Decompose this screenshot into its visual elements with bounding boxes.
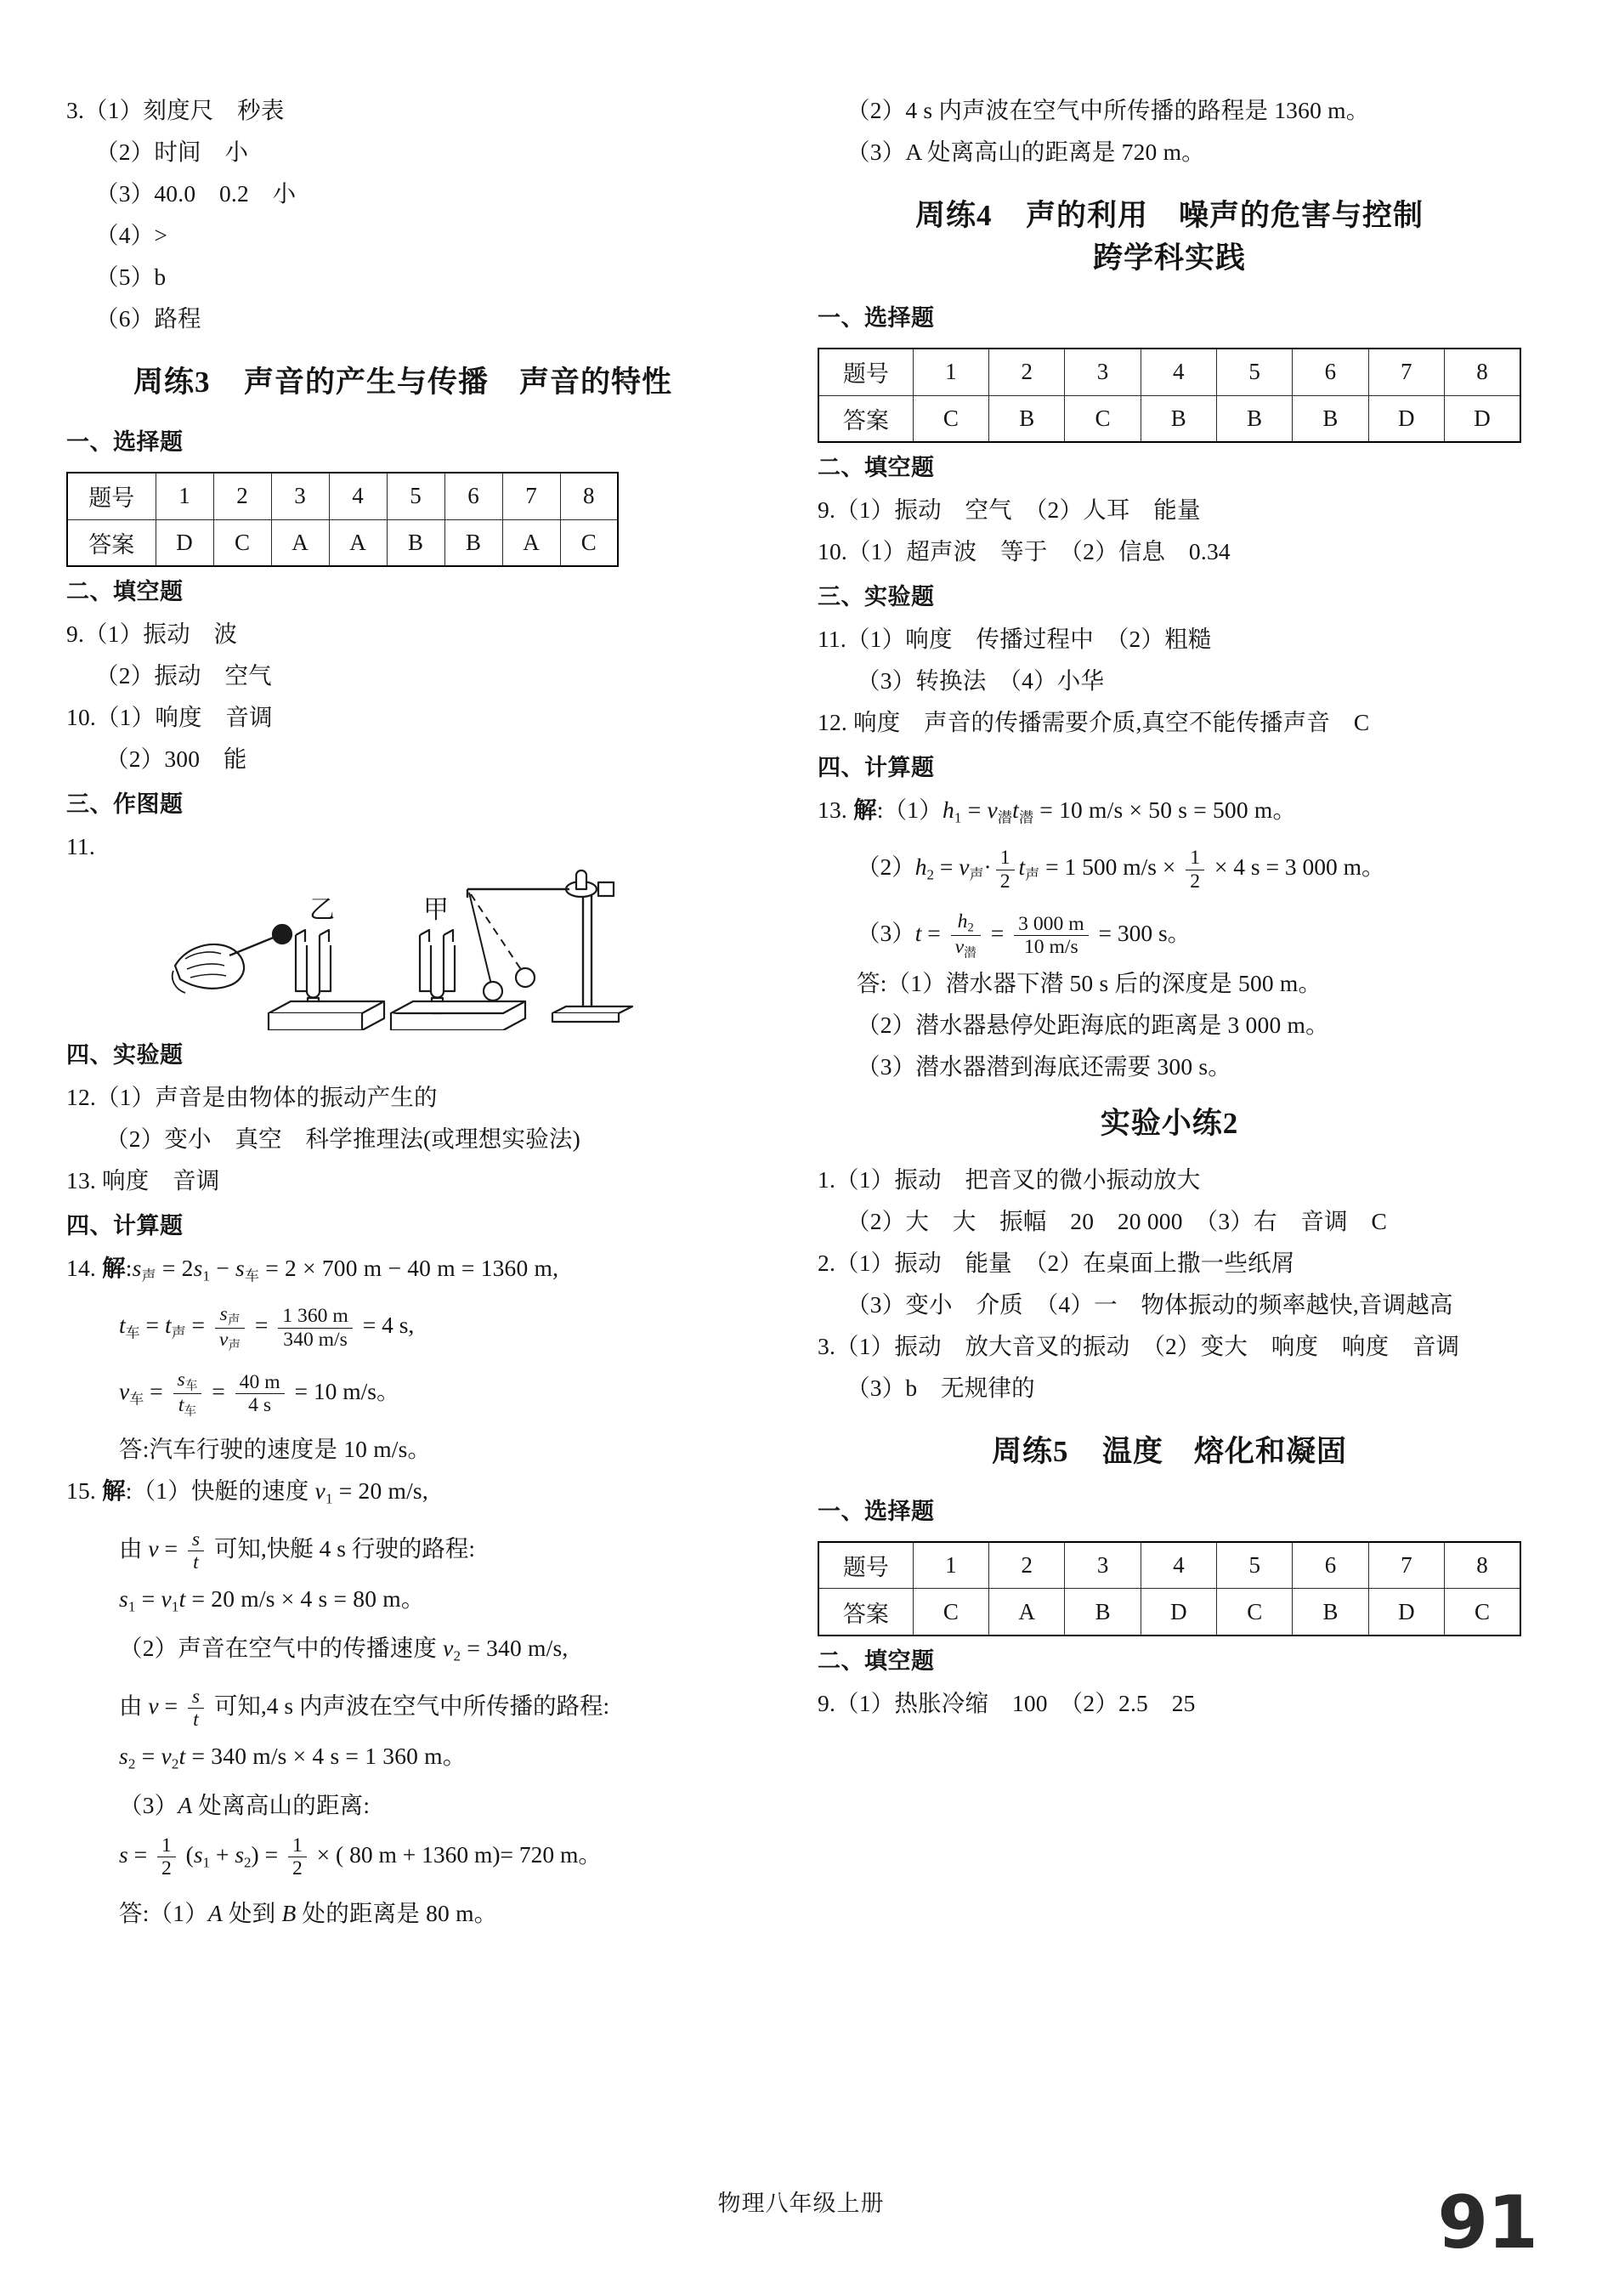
answer-line: 9.（1）振动 波 [66, 621, 238, 647]
calc-answer-14: 答:汽车行驶的速度是 10 m/s。 [119, 1436, 432, 1463]
table-cell: 2 [989, 349, 1065, 395]
table-cell: C [913, 1589, 988, 1636]
right-column [765, 89, 1602, 2197]
heading-calculation: 四、计算题 [66, 1213, 184, 1239]
answer-line: （2）300 能 [105, 745, 247, 772]
answer-line: （3）b 无规律的 [846, 1374, 1035, 1401]
answer-line: 9.（1）振动 空气 （2）人耳 能量 [818, 496, 1201, 523]
section-heading-zhoulian4 [818, 195, 1521, 280]
answer-line: 9.（1）热胀冷缩 100 （2）2.5 25 [818, 1689, 1196, 1716]
table-header-label: 答案 [818, 395, 913, 442]
table-row-numbers [818, 1542, 1520, 1589]
table-cell: 8 [1445, 1542, 1520, 1589]
answer-line: （5）b [95, 264, 167, 290]
table-row-answers [67, 519, 618, 566]
table-cell: 8 [560, 473, 618, 519]
table-cell: 3 [1065, 349, 1141, 395]
table-cell: D [1368, 1589, 1444, 1636]
section-number: 3 [194, 366, 211, 399]
figure-label-yi: 乙 [309, 895, 335, 925]
table-cell: 4 [1141, 1542, 1216, 1589]
answer-line: 11.（1）响度 传播过程中 （2）粗糙 [818, 626, 1212, 652]
calc-line-15-2: 由 v = $\frac{s}{t}$ 可知,快艇 4 s 行驶的路程: [119, 1528, 476, 1574]
answer-table-zhoulian5 [818, 1541, 1521, 1636]
answer-line: 3.（1）振动 放大音叉的振动 （2）变大 响度 响度 音调 [818, 1332, 1460, 1359]
table-cell: 7 [502, 473, 560, 519]
section-label: 周练 [991, 1434, 1053, 1469]
section-title-line2: 跨学科实践 [1092, 241, 1246, 275]
answer-line: 13. 响度 音调 [66, 1167, 220, 1193]
answer-table-zhoulian4 [818, 348, 1521, 443]
table-cell: C [913, 395, 988, 442]
table-cell: A [271, 519, 329, 566]
table-cell: C [560, 519, 618, 566]
heading-fill-blank: 二、填空题 [66, 579, 184, 605]
answer-line: （3）A 处离高山的距离是 720 m。 [846, 139, 1205, 165]
table-header-label: 答案 [67, 519, 156, 566]
answer-line: 10.（1）超声波 等于 （2）信息 0.34 [818, 538, 1231, 564]
answer-line: 3.（1）刻度尺 秒表 [66, 97, 285, 123]
table-cell: 1 [156, 473, 213, 519]
table-cell: C [1065, 395, 1141, 442]
table-cell: D [1141, 1589, 1216, 1636]
section-title-text: 温度 熔化和凝固 [1102, 1434, 1348, 1469]
two-column-layout [0, 89, 1602, 2197]
answer-table-zhoulian3 [66, 472, 619, 567]
table-cell: B [1065, 1589, 1141, 1636]
page-number: 91 [1437, 2180, 1537, 2265]
calc-line-13-2: $(2)h_2 = v_声\cdot$ $\frac{1}{2}$ $t_声 = 1$ 500 m/s × $\frac{1}{2}$ × 4 s = 3 000 m。 [857, 847, 1385, 893]
calc-line-13-3: （3）t = $\frac{h_2}{v_潜}$ = $\frac{3 000 m}{10 m/s}$ = 300 s。 [857, 910, 1192, 961]
table-cell: 1 [913, 349, 988, 395]
section-label: 周练 [914, 199, 976, 233]
answer-line: 1.（1）振动 把音叉的微小振动放大 [818, 1165, 1201, 1193]
calc-line-15-5: 由 v = $\frac{s}{t}$ 可知,4 s 内声波在空气中所传播的路程: [119, 1685, 610, 1732]
table-cell: 8 [1444, 349, 1520, 395]
calc-line-15-7: （3）A 处离高山的距离: [119, 1792, 371, 1819]
table-row-numbers [818, 349, 1520, 395]
answer-line: （3）40.0 0.2 小 [95, 180, 297, 207]
table-cell: A [329, 519, 387, 566]
table-cell: 2 [989, 1542, 1065, 1589]
heading-fill-blank: 二、填空题 [818, 455, 935, 481]
calc-line-14-2: $t_车 = t_声$ = $\frac{s_声}{v_声}$ = $\frac{1 360 m}{340 m/s}$ = 4 s, [119, 1302, 415, 1353]
section-heading-zhoulian3 [66, 361, 739, 404]
table-cell: 7 [1368, 349, 1444, 395]
table-cell: B [1141, 395, 1216, 442]
table-cell: 6 [1293, 1542, 1368, 1589]
answer-line: （3）转换法 （4）小华 [857, 667, 1105, 694]
answer-line: （2）大 大 振幅 20 20 000 （3）右 音调 C [846, 1207, 1388, 1234]
section-number: 5 [1052, 1434, 1069, 1468]
heading-experiment: 三、实验题 [818, 584, 935, 610]
section-title-text: 声音的产生与传播 声音的特性 [244, 366, 673, 400]
section-title-text: 实验小练 [1100, 1106, 1223, 1141]
answer-line: （3）变小 介质 （4）一 物体振动的频率越快,音调越高 [846, 1290, 1453, 1318]
table-cell: 3 [1065, 1542, 1141, 1589]
calc-line-13-1: 13. 解$:(1)h_1 = v_潜t_潜 = 10$ m/s × 50 s = 500 m。 [818, 797, 1297, 826]
table-cell: B [444, 519, 502, 566]
table-cell: 7 [1368, 1542, 1444, 1589]
table-cell: 5 [1216, 349, 1292, 395]
table-cell: 4 [329, 473, 387, 519]
section-title-text: 声的利用 噪声的危害与控制 [1026, 199, 1424, 233]
heading-choice-questions: 一、选择题 [818, 305, 935, 332]
page-footer: 物理八年级上册 [717, 2191, 885, 2217]
table-cell: 5 [1217, 1542, 1293, 1589]
section-heading-shiyan2 [818, 1103, 1521, 1145]
figure-label-jia: 甲 [423, 895, 449, 925]
calc-answer-13-2: （2）潜水器悬停处距海底的距离是 3 000 m。 [857, 1011, 1329, 1038]
table-cell: B [1216, 395, 1292, 442]
table-cell: C [1217, 1589, 1293, 1636]
section-number: 2 [1222, 1106, 1239, 1140]
section-heading-zhoulian5 [818, 1431, 1521, 1473]
answer-line: （2）振动 空气 [95, 662, 272, 689]
table-cell: 5 [387, 473, 444, 519]
left-column [0, 89, 765, 2197]
table-row-answers [818, 1589, 1520, 1636]
calc-line-14-1: 14. 解$:s_声 = 2s_1 - s_车 = 2 \times 700$ m − 40 m = 1360 m, [66, 1255, 559, 1284]
table-header-label: 题号 [818, 1542, 913, 1589]
table-cell: 4 [1141, 349, 1216, 395]
answer-line: （4）> [95, 222, 168, 248]
table-cell: B [989, 395, 1065, 442]
table-cell: D [1444, 395, 1520, 442]
tuning-fork-figure [66, 869, 739, 1030]
calc-line-15-6: $s_2 = v_2t = 340$ m/s × 4 s = 1 360 m。 [119, 1742, 467, 1772]
answer-line: 2.（1）振动 能量 （2）在桌面上撒一些纸屑 [818, 1249, 1295, 1276]
table-cell: 1 [913, 1542, 988, 1589]
answer-line: 12.（1）声音是由物体的振动产生的 [66, 1084, 438, 1110]
answer-line: （2）变小 真空 科学推理法(或理想实验法) [105, 1125, 580, 1152]
calc-answer-15: 答:（1）A 处到 B 处的距离是 80 m。 [119, 1899, 498, 1926]
heading-calculation: 四、计算题 [818, 755, 935, 781]
answer-line: 12. 响度 声音的传播需要介质,真空不能传播声音 C [818, 709, 1370, 735]
table-header-label: 题号 [67, 473, 156, 519]
calc-line-14-3: $v_车$ = $\frac{s_车}{t_车}$ = $\frac{40 m}{4 s}$ = 10 m/s。 [119, 1369, 400, 1419]
table-cell: B [1293, 1589, 1368, 1636]
section-number: 4 [976, 199, 993, 232]
table-cell: B [387, 519, 444, 566]
table-cell: 3 [271, 473, 329, 519]
table-cell: 2 [213, 473, 271, 519]
table-cell: C [1445, 1589, 1520, 1636]
heading-experiment: 四、实验题 [66, 1042, 184, 1069]
answer-line: 11. [66, 833, 95, 859]
calc-line-15-4: （2）声音在空气中的传播速度 $v_2 = 340$ m/s, [119, 1635, 569, 1664]
table-cell: A [502, 519, 560, 566]
table-row-answers [818, 395, 1520, 442]
table-cell: B [1293, 395, 1368, 442]
table-header-label: 答案 [818, 1589, 913, 1636]
answer-line: （6）路程 [95, 305, 201, 332]
heading-fill-blank: 二、填空题 [818, 1647, 935, 1675]
table-cell: A [989, 1589, 1065, 1636]
table-cell: C [213, 519, 271, 566]
table-cell: 6 [444, 473, 502, 519]
calc-answer-13-1: 答:（1）潜水器下潜 50 s 后的深度是 500 m。 [857, 969, 1322, 996]
heading-choice-questions: 一、选择题 [66, 429, 184, 456]
table-cell: D [1368, 395, 1444, 442]
table-row-numbers [67, 473, 618, 519]
calc-line-15-1: 15. 解:（1）快艇的速度 $v_1 = 20$ m/s, [66, 1477, 428, 1507]
heading-choice-questions: 一、选择题 [818, 1498, 935, 1525]
tuning-fork-diagram [168, 864, 678, 1030]
calc-line-15-8: s = $\frac{1}{2}$ $(s_1 + s_2)$ = $\frac{1}{2}$ × ( 80 m + 1360 m)= 720 m。 [119, 1834, 602, 1880]
calc-line-15-3: $s_1 = v_1t = 20$ m/s × 4 s = 80 m。 [119, 1585, 425, 1615]
table-cell: D [156, 519, 213, 566]
answer-line: （2）4 s 内声波在空气中所传播的路程是 1360 m。 [846, 97, 1370, 123]
table-cell: 6 [1293, 349, 1368, 395]
calc-answer-13-3: （3）潜水器潜到海底还需要 300 s。 [857, 1052, 1231, 1080]
section-label: 周练 [133, 366, 195, 400]
answer-line: （2）时间 小 [95, 139, 249, 165]
table-header-label: 题号 [818, 349, 913, 395]
answer-line: 10.（1）响度 音调 [66, 704, 273, 730]
heading-drawing: 三、作图题 [66, 791, 184, 818]
